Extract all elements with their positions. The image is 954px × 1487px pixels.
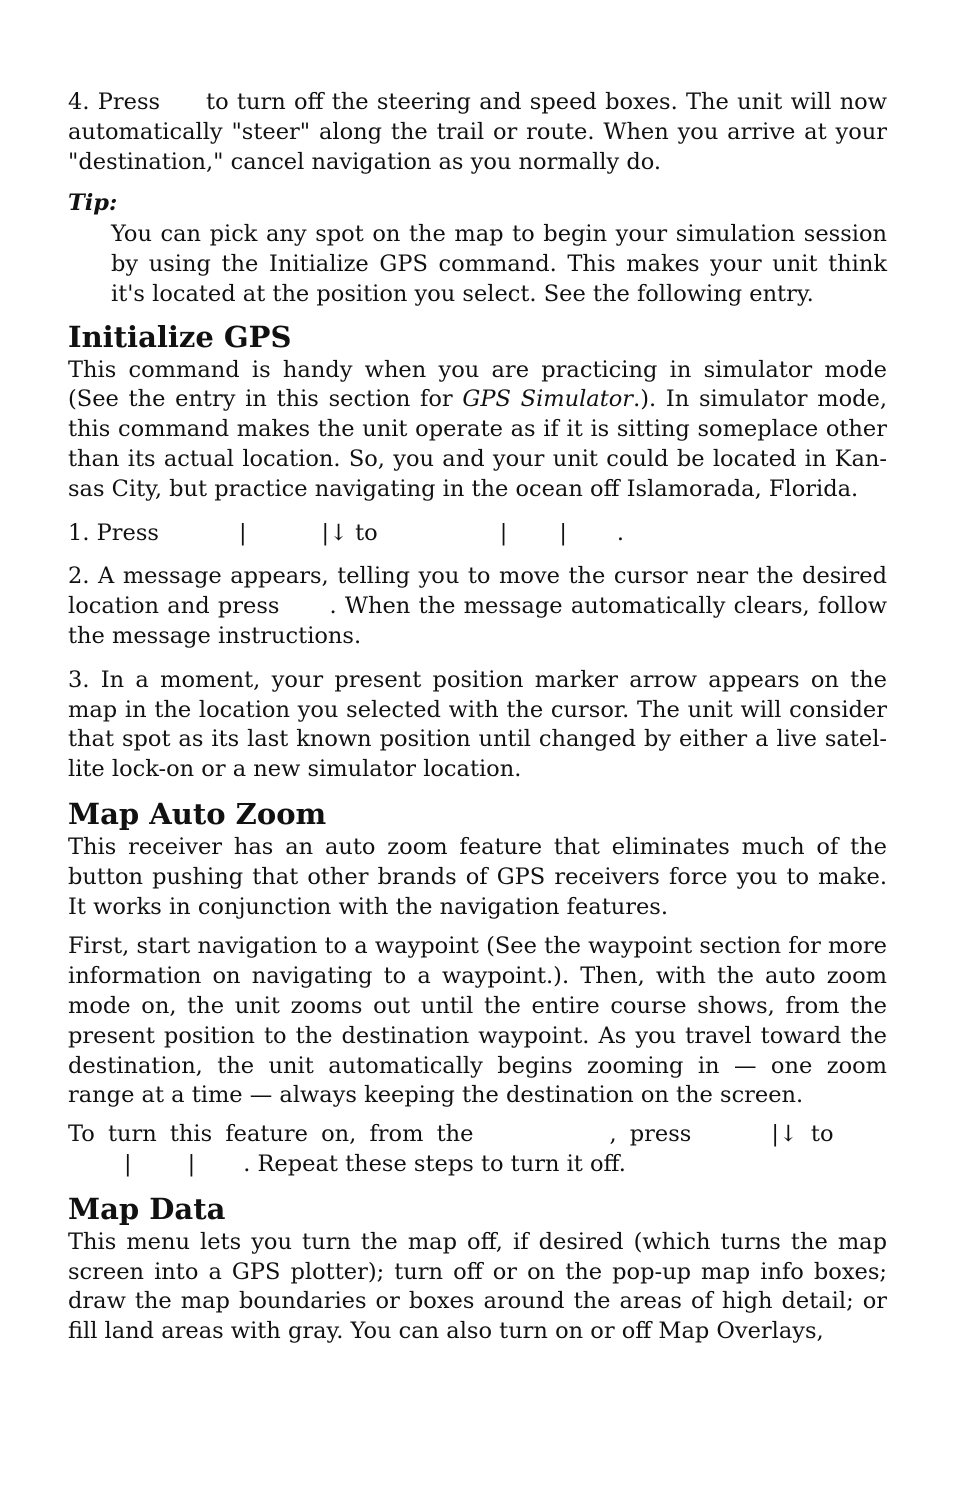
gps-simulator-reference: GPS Simulator <box>462 386 634 413</box>
heading-initialize-gps: Initialize GPS <box>68 319 292 354</box>
step-1-press: 1. Press <box>68 519 159 546</box>
auto-zoom-paragraph-2: First, start navigation to a waypoint (See the waypoint section for more information on navigating to a waypoint.). Then, with the auto zoom mode on, the unit zooms out until the entire course shows, from the present position to the destination waypoint. As you travel toward the destination, the unit automatically begins zooming in — one zoom range at a time — always keeping the destination on the screen. <box>68 933 887 1109</box>
tip-label: Tip: <box>68 190 118 217</box>
initialize-step-2 <box>68 562 887 651</box>
heading-map-auto-zoom: Map Auto Zoom <box>68 796 327 831</box>
step-4-press: 4. Press <box>68 89 161 115</box>
auto-zoom-paragraph-3 <box>68 1120 887 1180</box>
step-1-separator: | <box>238 519 247 546</box>
intro-text-b: .). In simulator mode, this command makes the unit operate as if it is sitting someplace other than its actual location. So, you and your unit could be located in Kansas City, but practice navigating in the ocean off Islamorada, Florida. <box>68 386 887 502</box>
heading-map-data: Map Data <box>68 1191 226 1226</box>
map-data-paragraph: This menu lets you turn the map off, if desired (which turns the map screen into a GPS plotter); turn off or on the pop-up map info boxes; draw the map boundaries or boxes around the areas of high detail; or fill land areas with gray. You can also turn on or off Map Overlays, <box>68 1228 887 1345</box>
p3-text-b: , press <box>609 1121 692 1148</box>
step-1-arrow-to: |↓ to <box>321 519 378 546</box>
step-1-period: . <box>616 519 625 546</box>
step-2-text-a: 2. A message appears, telling you to move the cursor near the desired location and press <box>68 563 887 620</box>
p3-text-c: |↓ to <box>771 1121 834 1148</box>
p3-separator: | <box>187 1150 196 1177</box>
p3-separator: | <box>124 1150 132 1177</box>
initialize-step-1 <box>68 519 887 549</box>
step-2-text-b: . When the message automatically clears, follow the message instructions. <box>68 593 887 649</box>
tip-body: You can pick any spot on the map to begin your simulation session by using the Initialize GPS command. This makes your unit think it's located at the position you select. See the following entry. <box>111 221 887 307</box>
manual-page <box>68 88 887 1347</box>
auto-zoom-paragraph-1: This receiver has an auto zoom feature that eliminates much of the button pushing that other brands of GPS receivers force you to make. It works in conjunction with the navigation features. <box>68 833 887 920</box>
p3-text-a: To turn this feature on, from the <box>68 1121 474 1148</box>
step-1-separator: | <box>499 519 508 546</box>
step-4-paragraph <box>68 88 887 177</box>
p3-text-d: . Repeat these steps to turn it off. <box>243 1150 626 1177</box>
step-4-text: to turn off the steering and speed boxes. The unit will now automatically "steer" along the trail or route. When you arrive at your "destination," cancel navigation as you normally do. <box>68 89 887 175</box>
step-1-separator: | <box>559 519 567 546</box>
initialize-step-3: 3. In a moment, your present position marker arrow appears on the map in the location you selected with the cursor. The unit will consider that spot as its last known position until changed by either a live satellite lock-on or a new simulator location. <box>68 666 887 783</box>
initialize-gps-intro <box>68 356 887 505</box>
intro-text-a: This command is handy when you are practicing in simulator mode (See the entry in this section for <box>68 356 887 413</box>
